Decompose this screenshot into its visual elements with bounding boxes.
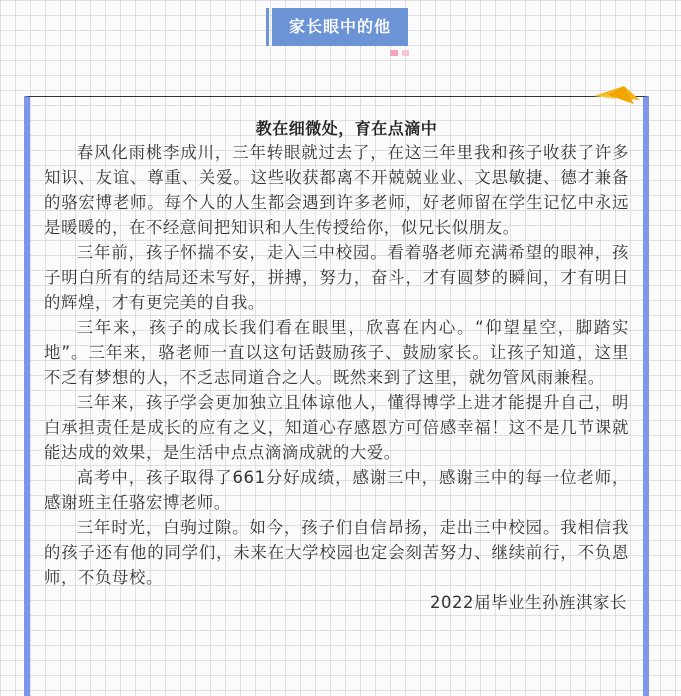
section-tag: 家长眼中的他 — [272, 8, 408, 46]
paper-plane-icon — [594, 86, 640, 106]
article-paragraph: 三年来，孩子的成长我们看在眼里，欣喜在内心。“仰望星空，脚踏实地”。三年来，骆老师一直以这句话鼓励孩子、鼓励家长。让孩子知道，这里不乏有梦想的人，不乏志同道合之人。既然来到了这里，就勿管风雨兼程。 — [44, 318, 629, 387]
article-paragraph: 三年时光，白驹过隙。如今，孩子们自信昂扬，走出三中校园。我相信我的孩子还有他的同学们，未来在大学校园也定会刻苦努力、继续前行，不负恩师，不负母校。 — [44, 518, 629, 587]
pink-decor-mark — [402, 50, 409, 56]
article-paragraph: 高考中，孩子取得了661分好成绩，感谢三中，感谢三中的每一位老师，感谢班主任骆宏博老师。 — [44, 468, 629, 512]
article-content — [44, 118, 629, 615]
article-title: 教在细微处，育在点滴中 — [255, 119, 438, 138]
article-paragraph: 三年前，孩子怀揣不安，走入三中校园。看着骆老师充满希望的眼神，孩子明白所有的结局还未写好，拼搏，努力，奋斗，才有圆梦的瞬间，才有明日的辉煌，才有更完美的自我。 — [44, 243, 629, 312]
article-paragraph: 三年来，孩子学会更加独立且体谅他人，懂得博学上进才能提升自己，明白承担责任是成长的应有之义，知道心存感恩方可倍感幸福！这不是几节课就能达成的效果，是生活中点点滴滴成就的大爱。 — [44, 393, 629, 462]
article-paragraph: 春风化雨桃李成川，三年转眼就过去了，在这三年里我和孩子收获了许多知识、友谊、尊重、关爱。这些收获都离不开兢兢业业、文思敏捷、德才兼备的骆宏博老师。每个人的人生都会遇到许多老师，好老师留在学生记忆中永远是暖暖的，在不经意间把知识和人生传授给你，似兄长似朋友。 — [44, 143, 629, 237]
header-accent-bar — [266, 8, 269, 46]
article-signature: 2022届毕业生孙旌淇家长 — [429, 593, 627, 612]
pink-decor-mark — [390, 50, 398, 56]
